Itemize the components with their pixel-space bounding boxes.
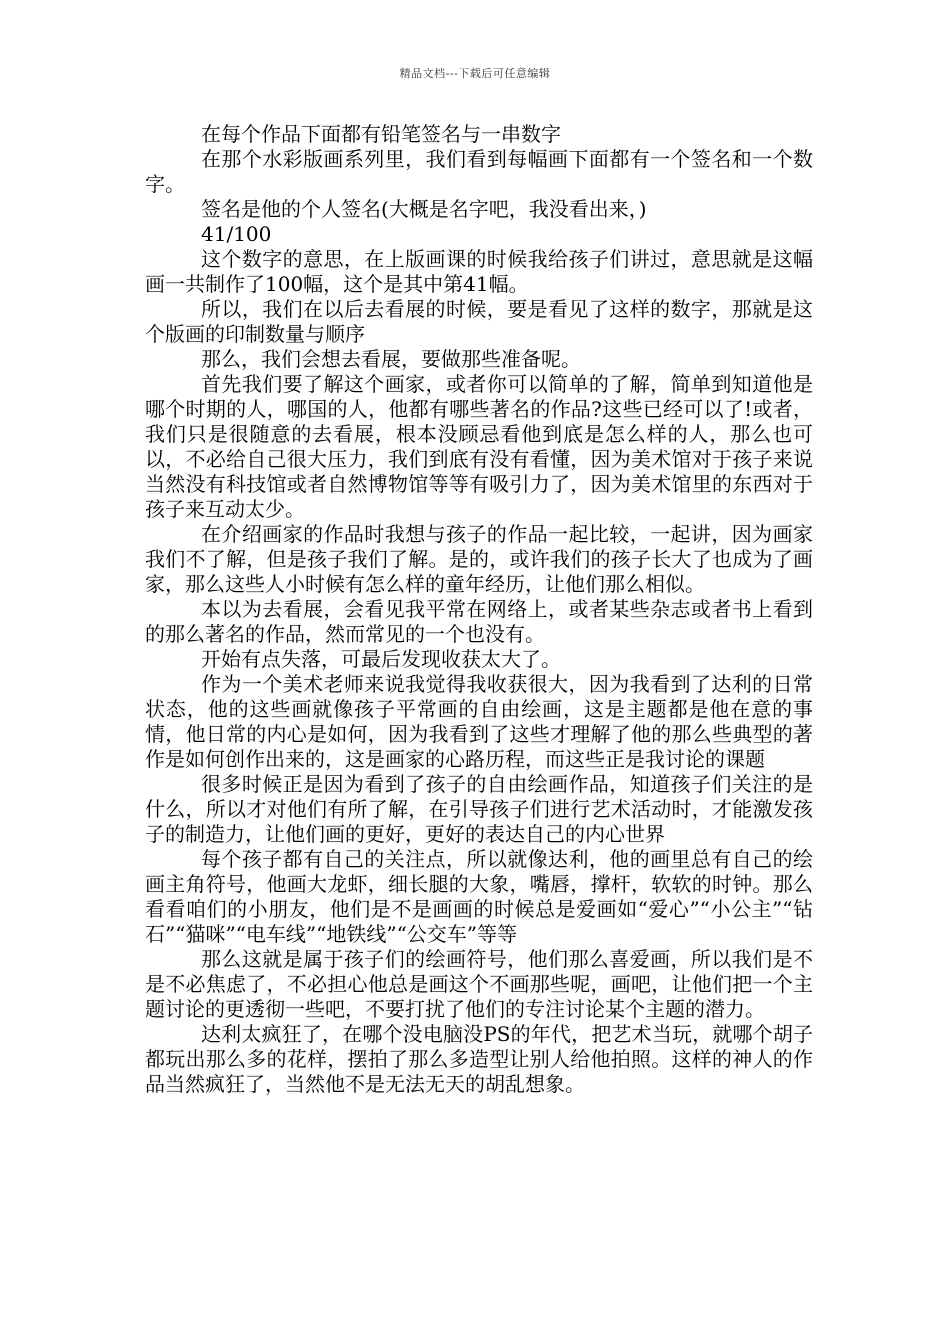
paragraph: 在介绍画家的作品时我想与孩子的作品一起比较，一起讲，因为画家我们不了解，但是孩子我们了解。是的，或许我们的孩子长大了也成为了画家，那么这些人小时候有怎么样的童年经历，让他们那么相似。 [145, 522, 813, 596]
paragraph: 这个数字的意思，在上版画课的时候我给孩子们讲过，意思就是这幅画一共制作了100幅，这个是其中第41幅。 [145, 247, 813, 296]
paragraph: 首先我们要了解这个画家，或者你可以简单的了解，简单到知道他是哪个时期的人，哪国的人，他都有哪些著名的作品?这些已经可以了!或者，我们只是很随意的去看展，根本没顾忌看他到底是怎么样的人，那么也可以，不必给自己很大压力，我们到底有没有看懂，因为美术馆对于孩子来说当然没有科技馆或者自然博物馆等等有吸引力了，因为美术馆里的东西对于孩子来互动太少。 [145, 372, 813, 521]
paragraph: 在那个水彩版画系列里，我们看到每幅画下面都有一个签名和一个数字。 [145, 147, 813, 196]
paragraph: 开始有点失落，可最后发现收获太大了。 [201, 647, 561, 671]
paragraph: 签名是他的个人签名(大概是名字吧，我没看出来，) [201, 197, 647, 221]
paragraph: 本以为去看展，会看见我平常在网络上，或者某些杂志或者书上看到的那么著名的作品，然而常见的一个也没有。 [145, 597, 813, 646]
paragraph: 每个孩子都有自己的关注点，所以就像达利，他的画里总有自己的绘画主角符号，他画大龙虾，细长腿的大象，嘴唇，撑杆，软软的时钟。那么看看咱们的小朋友，他们是不是画画的时候总是爱画如“爱心”“小公主”“钻石”“猫咪”“电车线”“地铁线”“公交车”等等 [145, 847, 813, 946]
paragraph: 在每个作品下面都有铅笔签名与一串数字 [201, 122, 561, 146]
paragraph: 所以，我们在以后去看展的时候，要是看见了这样的数字，那就是这个版画的印制数量与顺序 [145, 297, 813, 346]
page-header: 精品文档---下载后可任意编辑 [399, 67, 551, 80]
paragraph: 那么，我们会想去看展，要做那些准备呢。 [201, 347, 581, 371]
paragraph: 41/100 [201, 222, 272, 246]
paragraph: 很多时候正是因为看到了孩子的自由绘画作品，知道孩子们关注的是什么，所以才对他们有所了解，在引导孩子们进行艺术活动时，才能激发孩子的制造力，让他们画的更好，更好的表达自己的内心世界 [145, 772, 813, 846]
paragraph: 达利太疯狂了，在哪个没电脑没PS的年代，把艺术当玩，就哪个胡子都玩出那么多的花样，摆拍了那么多造型让别人给他拍照。这样的神人的作品当然疯狂了，当然他不是无法无天的胡乱想象。 [145, 1022, 813, 1096]
document-body [145, 122, 813, 1097]
paragraph: 那么这就是属于孩子们的绘画符号，他们那么喜爱画，所以我们是不是不必焦虑了，不必担心他总是画这个不画那些呢，画吧，让他们把一个主题讨论的更透彻一些吧，不要打扰了他们的专注讨论某个主题的潜力。 [145, 947, 813, 1021]
paragraph: 作为一个美术老师来说我觉得我收获很大，因为我看到了达利的日常状态，他的这些画就像孩子平常画的自由绘画，这是主题都是他在意的事情，他日常的内心是如何，因为我看到了这些才理解了他的那么些典型的著作是如何创作出来的，这是画家的心路历程，而这些正是我讨论的课题 [145, 672, 813, 771]
